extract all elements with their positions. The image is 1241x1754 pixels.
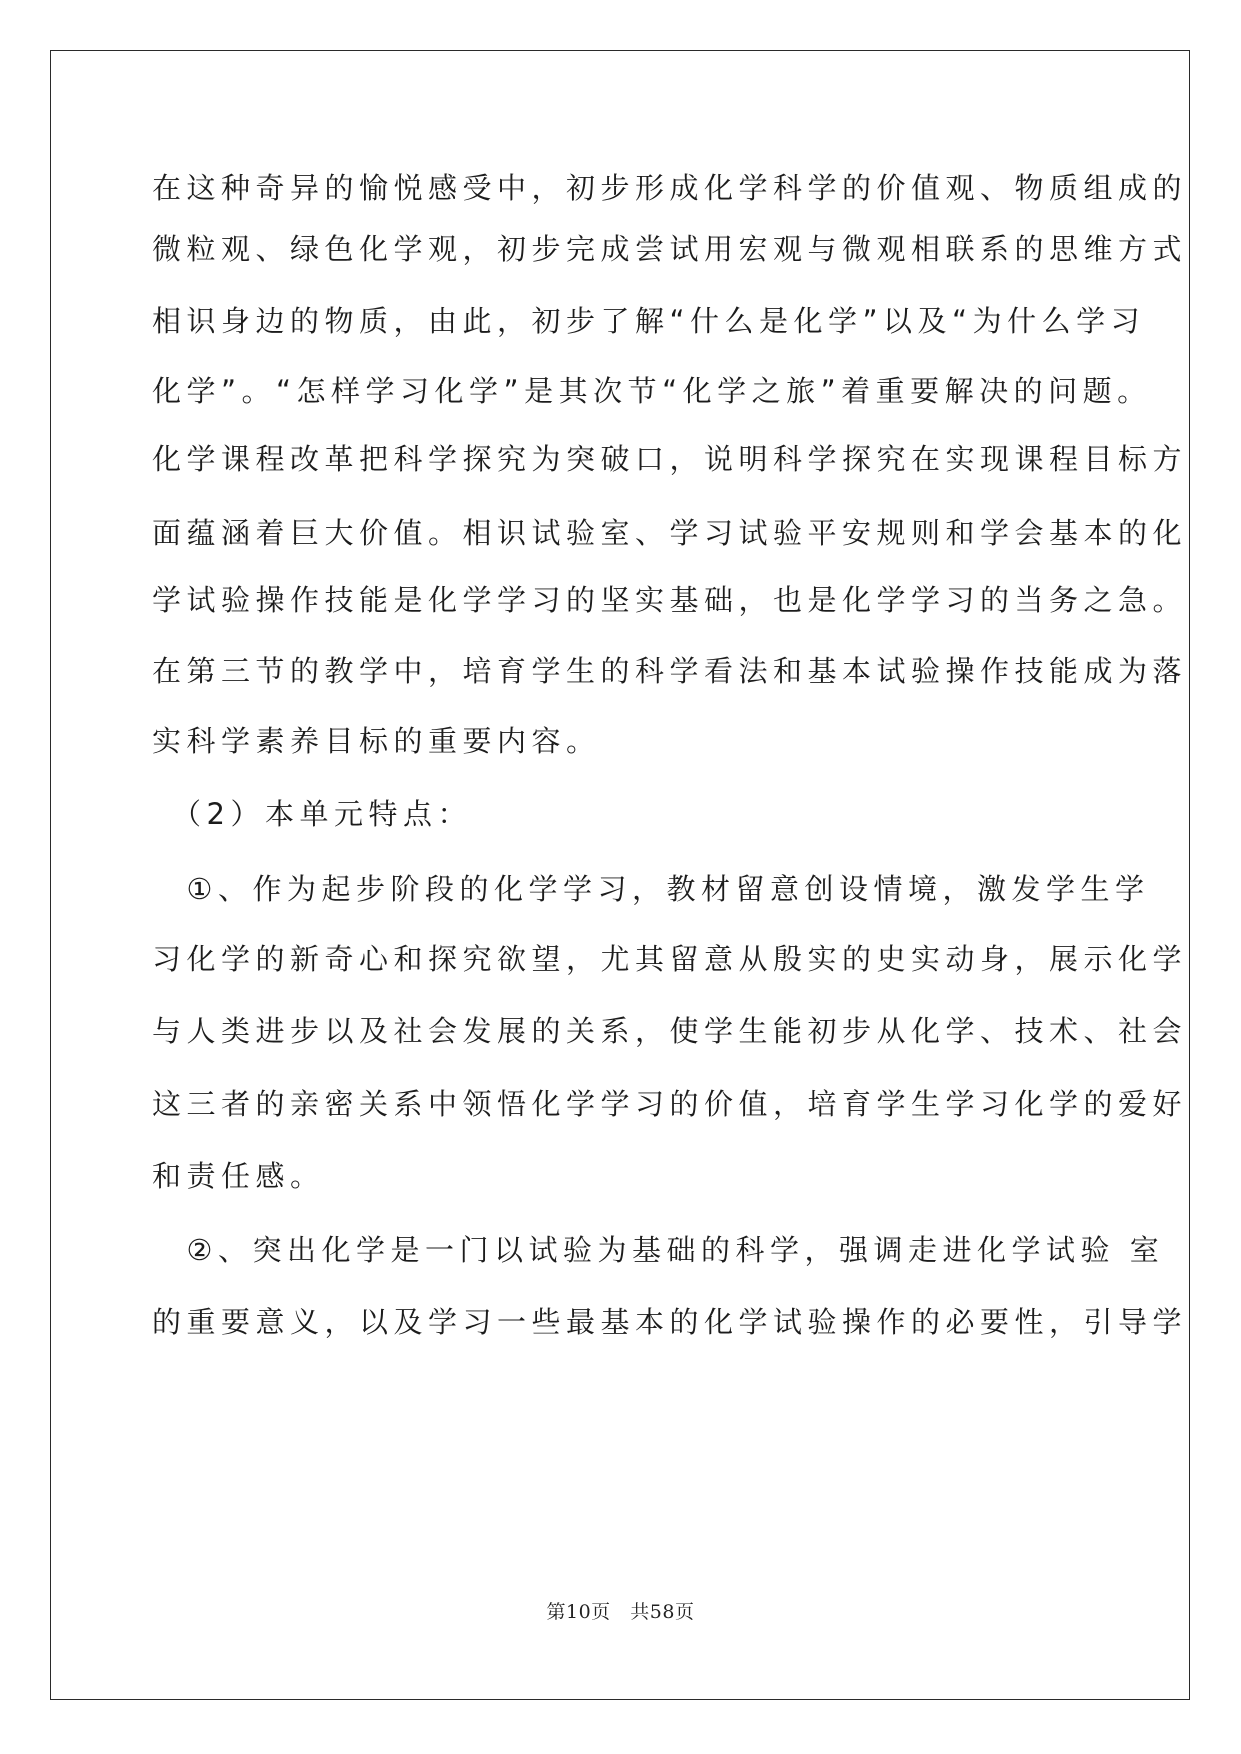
text-line: ①、作为起步阶段的化学学习，教材留意创设情境，激发学生学 (152, 872, 1150, 906)
text-line: 与人类进步以及社会发展的关系，使学生能初步从化学、技术、社会 (152, 1014, 1188, 1048)
text-line: 习化学的新奇心和探究欲望，尤其留意从殷实的史实动身，展示化学 (152, 942, 1188, 976)
text-line: 在这种奇异的愉悦感受中，初步形成化学科学的价值观、物质组成的 (152, 171, 1188, 205)
text-line: 微粒观、绿色化学观，初步完成尝试用宏观与微观相联系的思维方式 (152, 232, 1188, 266)
section-heading: （2）本单元特点： (152, 797, 472, 831)
text-line: 在第三节的教学中，培育学生的科学看法和基本试验操作技能成为落 (152, 654, 1188, 688)
text-line: ②、突出化学是一门以试验为基础的科学，强调走进化学试验 室 (152, 1233, 1165, 1267)
text-line: 这三者的亲密关系中领悟化学学习的价值，培育学生学习化学的爱好 (152, 1087, 1188, 1121)
text-line: 实科学素养目标的重要内容。 (152, 724, 601, 758)
page-number: 第10页 共58页 (546, 1601, 695, 1623)
text-line: 面蕴涵着巨大价值。相识试验室、学习试验平安规则和学会基本的化 (152, 516, 1188, 550)
text-line: 相识身边的物质，由此，初步了解“什么是化学”以及“为什么学习 (152, 304, 1146, 338)
text-line: 化学课程改革把科学探究为突破口，说明科学探究在实现课程目标方 (152, 442, 1188, 476)
text-line: 和责任感。 (152, 1159, 325, 1193)
text-line: 的重要意义，以及学习一些最基本的化学试验操作的必要性，引导学 (152, 1305, 1188, 1339)
text-line: 学试验操作技能是化学学习的坚实基础，也是化学学习的当务之急。 (152, 583, 1188, 617)
text-line: 化学”。“怎样学习化学”是其次节“化学之旅”着重要解决的问题。 (152, 374, 1152, 408)
